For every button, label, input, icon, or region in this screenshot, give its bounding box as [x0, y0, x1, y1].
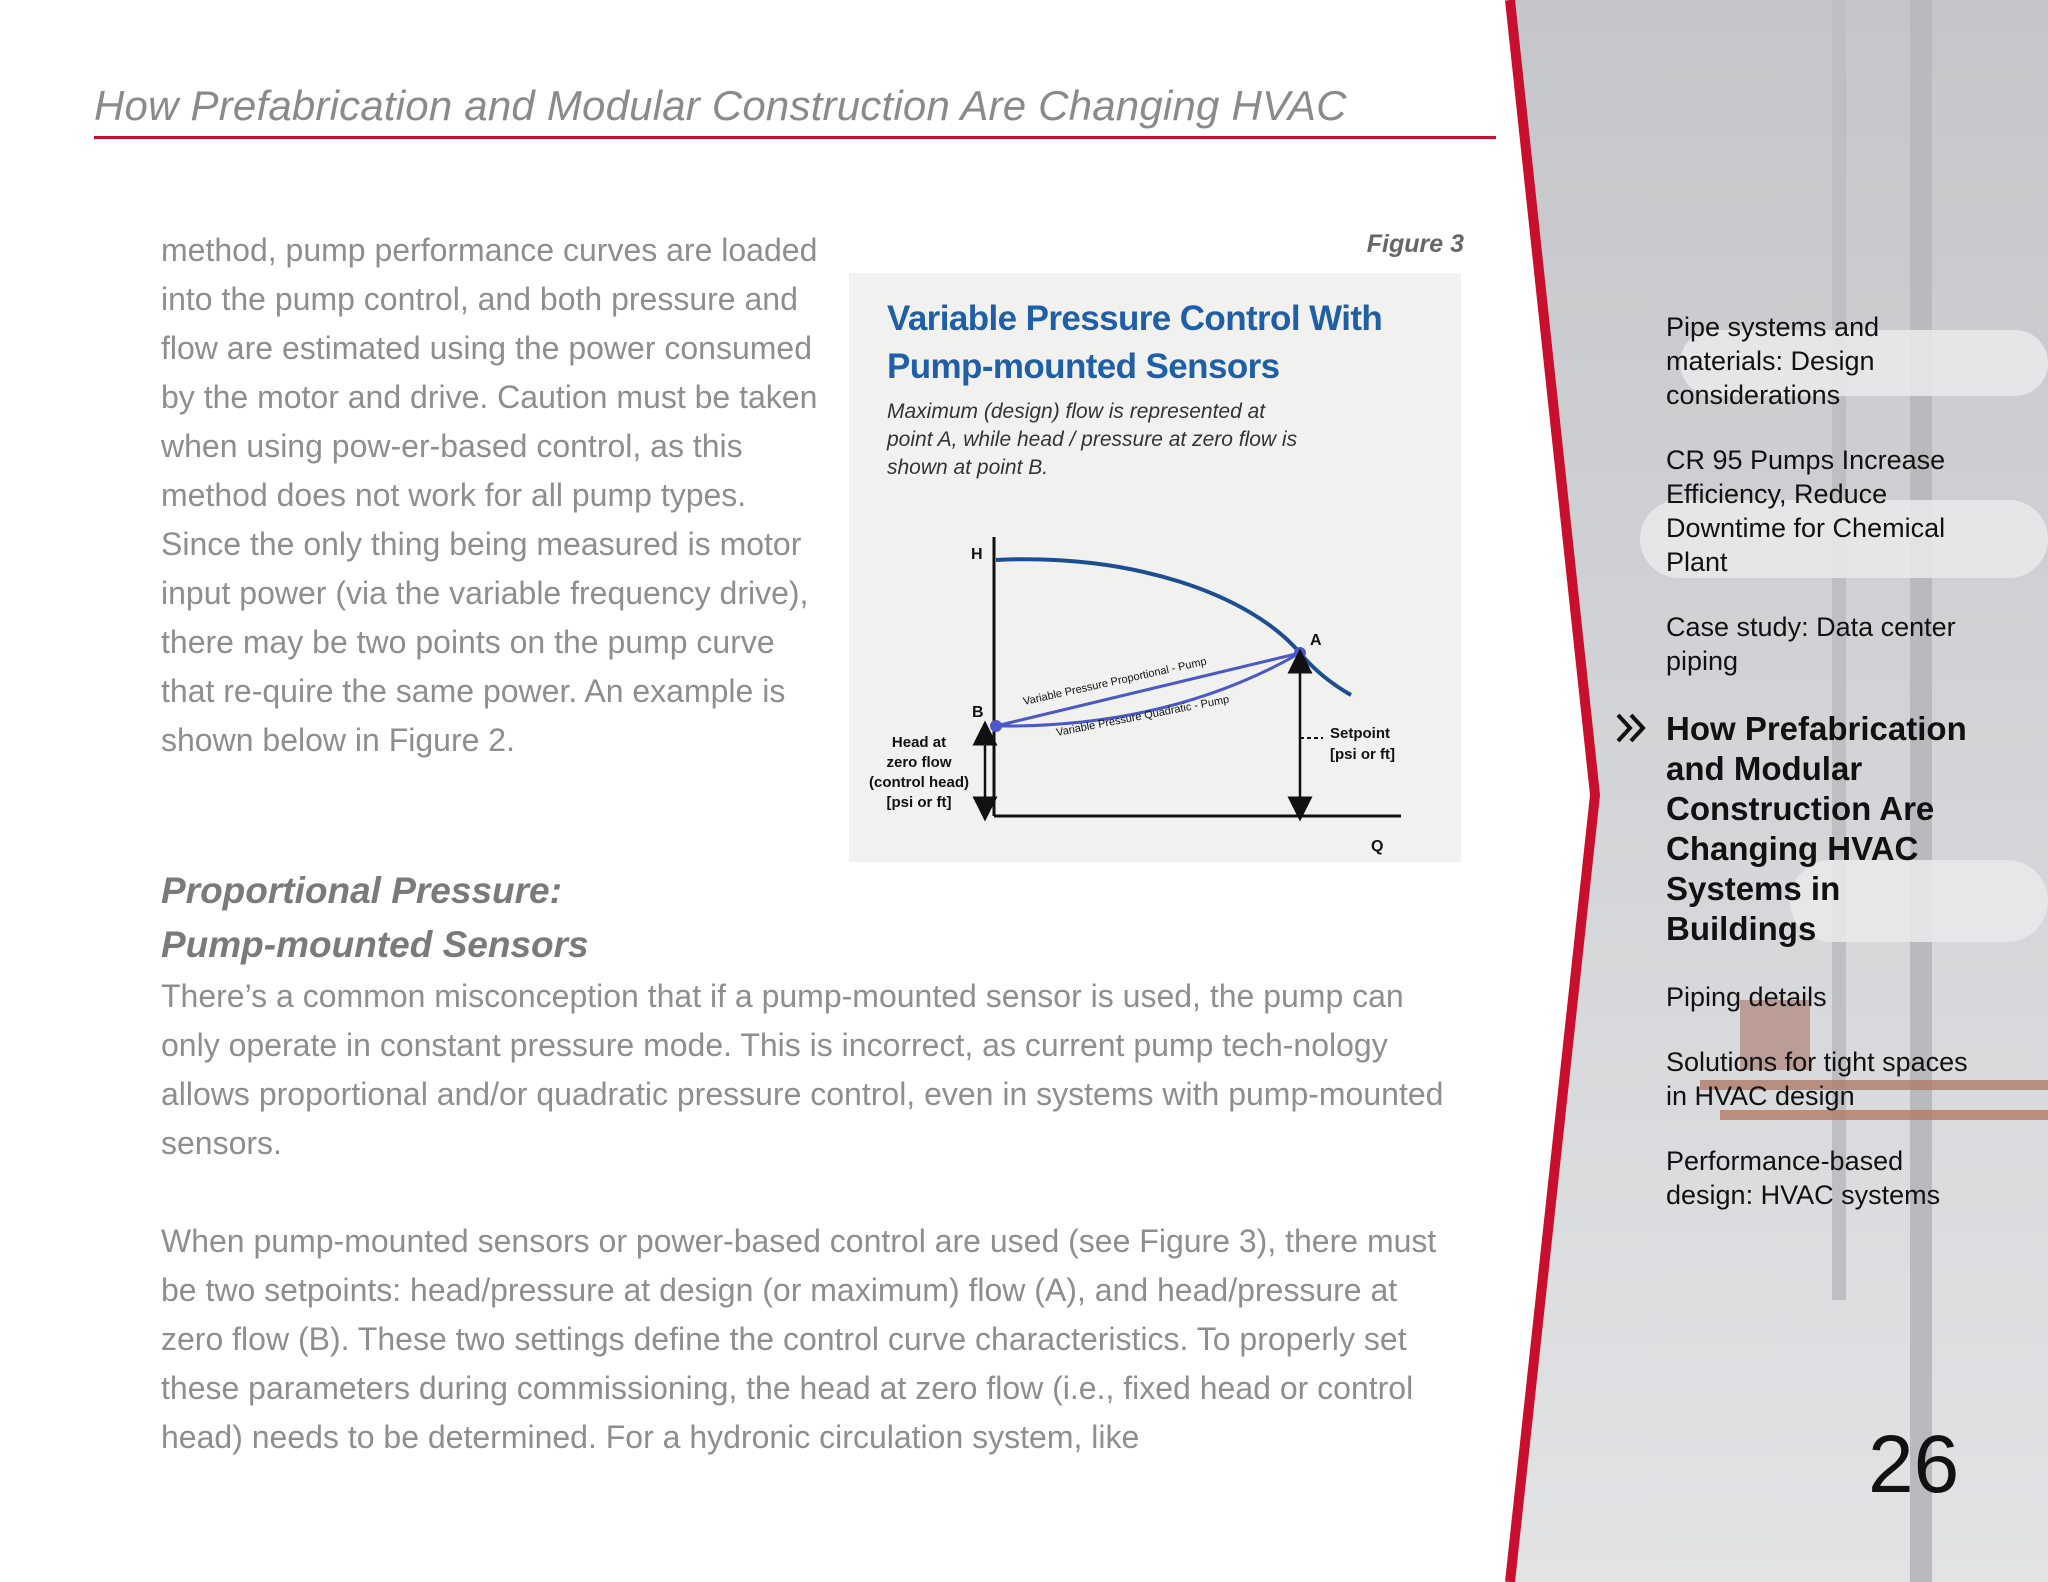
toc-item-prefabrication-active[interactable]: [1666, 709, 1996, 949]
toc-item-piping-details[interactable]: Piping details: [1666, 982, 1827, 1012]
section-heading: [161, 864, 589, 972]
section-heading-line2: Pump-mounted Sensors: [161, 924, 589, 965]
setpoint-label-1: Setpoint: [1330, 725, 1390, 742]
page-number: 26: [1868, 1419, 1960, 1510]
table-of-contents: [1666, 310, 1996, 1243]
page-title: How Prefabrication and Modular Construction Are Changing HVAC: [94, 82, 1496, 139]
toc-item-tight-spaces[interactable]: Solutions for tight spaces in HVAC design: [1666, 1047, 1968, 1111]
figure-title-line1: Variable Pressure Control With: [887, 299, 1383, 338]
intro-paragraph: method, pump performance curves are loaded into the pump control, and both pressure and flow are estimated using the power consumed by the motor and drive. Caution must be taken when using pow-er-based control, as this method does not work for all pump types. Since the only thing being measured is motor input power (via the variable frequency drive), there may be two points on the pump curve that re-quire the same power. An example is shown below in Figure 2.: [161, 232, 818, 758]
axis-label-h: H: [971, 546, 983, 563]
point-a-label: A: [1310, 632, 1322, 649]
double-chevron-right-icon: [1614, 711, 1648, 745]
toc-item-cr95-pumps[interactable]: CR 95 Pumps Increase Efficiency, Reduce Downtime for Chemical Plant: [1666, 445, 1946, 577]
figure-diagram: [849, 273, 1461, 862]
figure-subtitle-line2: point A, while head / pressure at zero flow is: [887, 428, 1298, 451]
toc-item-label: How Prefabrication and Modular Construction Are Changing HVAC Systems in Buildings: [1666, 710, 1967, 947]
control-head-label-4: [psi or ft]: [886, 794, 952, 811]
paragraph-3: When pump-mounted sensors or power-based control are used (see Figure 3), there must be two setpoints: head/pressure at design (or maximum) flow (A), and head/pressure at zero flow (B). These two settings define the control curve characteristics. To properly set these parameters during commissioning, the head at zero flow (i.e., fixed head or control head) needs to be determined. For a hydronic circulation system, like: [161, 1223, 1437, 1455]
paragraph-2: There’s a common misconception that if a pump-mounted sensor is used, the pump can only operate in constant pressure mode. This is incorrect, as current pump tech-nology allows proportional and/or quadratic pressure control, even in systems with pump-mounted sensors.: [161, 978, 1444, 1161]
proportional-line-label: Variable Pressure Proportional - Pump: [1022, 655, 1208, 708]
point-b-label: B: [972, 704, 984, 721]
figure-title-line2: Pump-mounted Sensors: [887, 347, 1280, 386]
axis-label-q: Q: [1371, 838, 1384, 855]
figure-subtitle-line1: Maximum (design) flow is represented at: [887, 400, 1266, 423]
section-heading-line1: Proportional Pressure:: [161, 870, 562, 911]
setpoint-label-2: [psi or ft]: [1330, 746, 1395, 763]
control-head-label-3: (control head): [869, 774, 969, 791]
quadratic-line-label: Variable Pressure Quadratic - Pump: [1055, 693, 1231, 739]
figure-caption: Figure 3: [1366, 230, 1464, 258]
point-a: [1294, 647, 1306, 659]
toc-item-pipe-systems[interactable]: Pipe systems and materials: Design considerations: [1666, 312, 1880, 410]
point-b: [990, 720, 1002, 732]
figure-subtitle-line3: shown at point B.: [887, 456, 1049, 479]
control-head-label-1: Head at: [891, 734, 947, 751]
control-head-label-2: zero flow: [886, 754, 952, 771]
toc-item-data-center[interactable]: Case study: Data center piping: [1666, 612, 1956, 676]
toc-item-performance-design[interactable]: Performance-based design: HVAC systems: [1666, 1146, 1941, 1210]
figure-3: [849, 273, 1461, 862]
